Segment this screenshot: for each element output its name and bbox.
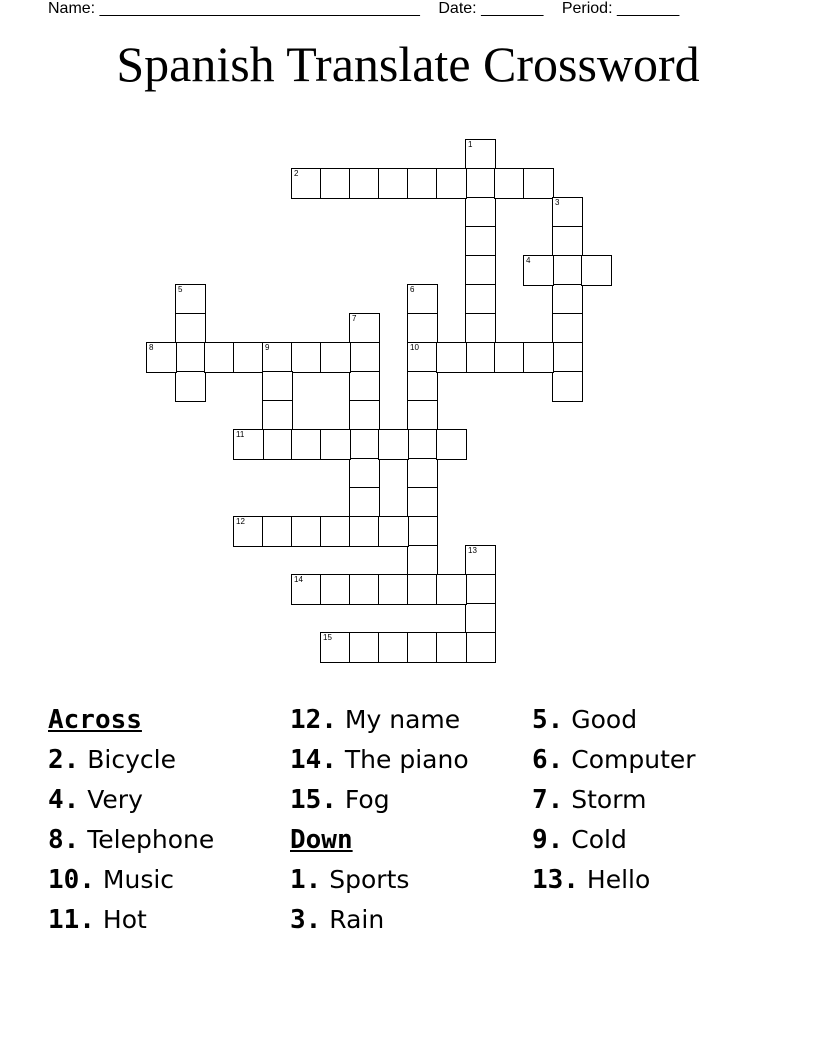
grid-cell[interactable] bbox=[465, 342, 496, 373]
grid-cell[interactable] bbox=[349, 574, 380, 605]
grid-cell[interactable] bbox=[262, 371, 293, 402]
clue-number: 12 bbox=[236, 517, 245, 526]
grid-cell[interactable] bbox=[378, 429, 409, 460]
grid-cell[interactable] bbox=[349, 400, 380, 431]
student-info-line bbox=[48, 0, 732, 18]
clue-number: 10 bbox=[410, 343, 419, 352]
clue-number: 7 bbox=[352, 314, 357, 323]
grid-cell[interactable] bbox=[262, 400, 293, 431]
clue-item bbox=[290, 860, 469, 900]
clue-number: 4 bbox=[526, 256, 531, 265]
clue-item-text: My name bbox=[336, 705, 461, 734]
clue-number: 8 bbox=[149, 343, 154, 352]
clue-number: 3 bbox=[555, 198, 560, 207]
grid-cell[interactable] bbox=[349, 516, 380, 547]
grid-cell[interactable] bbox=[552, 255, 583, 286]
clue-item bbox=[290, 780, 469, 820]
clue-item-number: 10. bbox=[48, 865, 95, 895]
grid-cell[interactable] bbox=[349, 632, 380, 663]
clue-item bbox=[532, 820, 696, 860]
clue-item bbox=[48, 780, 214, 820]
grid-cell[interactable] bbox=[378, 574, 409, 605]
grid-cell[interactable] bbox=[349, 168, 380, 199]
clue-item-number: 4. bbox=[48, 785, 80, 815]
clue-heading-across: Across bbox=[48, 705, 142, 735]
grid-cell[interactable] bbox=[436, 574, 467, 605]
name-field[interactable]: Name: ____________________________________ bbox=[48, 0, 420, 17]
grid-cell[interactable] bbox=[349, 458, 380, 489]
grid-cell[interactable] bbox=[465, 603, 496, 634]
grid-cell[interactable] bbox=[407, 400, 438, 431]
grid-cell[interactable] bbox=[378, 632, 409, 663]
grid-cell[interactable] bbox=[175, 284, 206, 315]
grid-cell[interactable] bbox=[436, 168, 467, 199]
clue-number: 13 bbox=[468, 546, 477, 555]
grid-cell[interactable] bbox=[349, 313, 380, 344]
grid-cell[interactable] bbox=[407, 313, 438, 344]
grid-cell[interactable] bbox=[407, 342, 438, 373]
grid-cell[interactable] bbox=[407, 168, 438, 199]
grid-cell[interactable] bbox=[465, 632, 496, 663]
clue-item-text: Cold bbox=[563, 825, 627, 854]
grid-cell[interactable] bbox=[233, 516, 264, 547]
clue-item bbox=[48, 740, 214, 780]
grid-cell[interactable] bbox=[523, 168, 554, 199]
grid-cell[interactable] bbox=[407, 574, 438, 605]
clue-item-text: Fog bbox=[336, 785, 390, 814]
clue-item-number: 6. bbox=[532, 745, 564, 775]
grid-cell[interactable] bbox=[407, 632, 438, 663]
grid-cell[interactable] bbox=[552, 197, 583, 228]
clue-item-text: Very bbox=[79, 785, 143, 814]
grid-cell[interactable] bbox=[349, 429, 380, 460]
grid-cell[interactable] bbox=[378, 516, 409, 547]
clue-item bbox=[290, 700, 469, 740]
clue-item-number: 15. bbox=[290, 785, 337, 815]
clue-number: 15 bbox=[323, 633, 332, 642]
clue-item-text: Storm bbox=[563, 785, 647, 814]
grid-cell[interactable] bbox=[552, 313, 583, 344]
grid-cell[interactable] bbox=[262, 516, 293, 547]
clue-item-number: 13. bbox=[532, 865, 579, 895]
grid-cell[interactable] bbox=[407, 429, 438, 460]
grid-cell[interactable] bbox=[291, 429, 322, 460]
clue-item-number: 2. bbox=[48, 745, 80, 775]
grid-cell[interactable] bbox=[523, 342, 554, 373]
clue-item-text: Bicycle bbox=[79, 745, 176, 774]
grid-cell[interactable] bbox=[320, 342, 351, 373]
grid-cell[interactable] bbox=[349, 487, 380, 518]
grid-cell[interactable] bbox=[291, 574, 322, 605]
grid-cell[interactable] bbox=[262, 342, 293, 373]
clue-heading-down: Down bbox=[290, 825, 353, 855]
grid-cell[interactable] bbox=[552, 371, 583, 402]
grid-cell[interactable] bbox=[407, 371, 438, 402]
clue-item-number: 3. bbox=[290, 905, 322, 935]
clue-item bbox=[48, 860, 214, 900]
grid-cell[interactable] bbox=[436, 342, 467, 373]
grid-cell[interactable] bbox=[465, 255, 496, 286]
clue-number: 1 bbox=[468, 140, 473, 149]
grid-cell[interactable] bbox=[320, 574, 351, 605]
grid-cell[interactable] bbox=[436, 632, 467, 663]
grid-cell[interactable] bbox=[465, 226, 496, 257]
grid-cell[interactable] bbox=[552, 284, 583, 315]
clue-item-number: 9. bbox=[532, 825, 564, 855]
grid-cell[interactable] bbox=[465, 197, 496, 228]
grid-cell[interactable] bbox=[407, 487, 438, 518]
grid-cell[interactable] bbox=[291, 168, 322, 199]
grid-cell[interactable] bbox=[175, 313, 206, 344]
clue-item-text: Hot bbox=[94, 905, 147, 934]
clue-item-text: Good bbox=[563, 705, 638, 734]
page-title: Spanish Translate Crossword bbox=[116, 36, 700, 92]
clue-column-1 bbox=[48, 700, 214, 940]
clue-item-text: Computer bbox=[563, 745, 696, 774]
clue-item-number: 12. bbox=[290, 705, 337, 735]
grid-cell[interactable] bbox=[378, 168, 409, 199]
clue-item-number: 1. bbox=[290, 865, 322, 895]
grid-cell[interactable] bbox=[320, 168, 351, 199]
grid-cell[interactable] bbox=[291, 342, 322, 373]
grid-cell[interactable] bbox=[465, 545, 496, 576]
clue-number: 2 bbox=[294, 169, 299, 178]
grid-cell[interactable] bbox=[291, 516, 322, 547]
clue-item bbox=[48, 820, 214, 860]
grid-cell[interactable] bbox=[320, 516, 351, 547]
clue-item bbox=[532, 860, 696, 900]
clue-item-text: Rain bbox=[321, 905, 385, 934]
clue-item-text: Sports bbox=[321, 865, 410, 894]
grid-cell[interactable] bbox=[494, 342, 525, 373]
grid-cell[interactable] bbox=[465, 284, 496, 315]
clue-number: 11 bbox=[236, 430, 245, 439]
clue-item-text: Telephone bbox=[79, 825, 215, 854]
clue-item-number: 11. bbox=[48, 905, 95, 935]
grid-cell[interactable] bbox=[146, 342, 177, 373]
period-field[interactable]: Period: _______ bbox=[561, 0, 680, 17]
clue-item-text: The piano bbox=[336, 745, 469, 774]
grid-cell[interactable] bbox=[262, 429, 293, 460]
date-field[interactable]: Date: _______ bbox=[438, 0, 544, 17]
grid-cell[interactable] bbox=[436, 429, 467, 460]
clue-number: 9 bbox=[265, 343, 270, 352]
clue-item bbox=[290, 740, 469, 780]
clue-item bbox=[290, 900, 469, 940]
grid-cell[interactable] bbox=[320, 632, 351, 663]
grid-cell[interactable] bbox=[407, 284, 438, 315]
grid-cell[interactable] bbox=[465, 574, 496, 605]
grid-cell[interactable] bbox=[233, 429, 264, 460]
grid-cell[interactable] bbox=[407, 545, 438, 576]
grid-cell[interactable] bbox=[552, 226, 583, 257]
clue-item-text: Music bbox=[94, 865, 175, 894]
clue-item-number: 5. bbox=[532, 705, 564, 735]
clue-column-3 bbox=[532, 700, 696, 900]
clue-number: 14 bbox=[294, 575, 303, 584]
grid-cell[interactable] bbox=[523, 255, 554, 286]
clue-item-number: 8. bbox=[48, 825, 80, 855]
clue-item bbox=[532, 780, 696, 820]
grid-cell[interactable] bbox=[465, 139, 496, 170]
grid-cell[interactable] bbox=[320, 429, 351, 460]
grid-cell[interactable] bbox=[349, 342, 380, 373]
grid-cell[interactable] bbox=[581, 255, 612, 286]
clue-number: 6 bbox=[410, 285, 415, 294]
grid-cell[interactable] bbox=[465, 168, 496, 199]
clue-number: 5 bbox=[178, 285, 183, 294]
grid-cell[interactable] bbox=[175, 371, 206, 402]
clue-item bbox=[48, 900, 214, 940]
grid-cell[interactable] bbox=[465, 313, 496, 344]
grid-cell[interactable] bbox=[175, 342, 206, 373]
grid-cell[interactable] bbox=[407, 516, 438, 547]
grid-cell[interactable] bbox=[552, 342, 583, 373]
grid-cell[interactable] bbox=[494, 168, 525, 199]
clue-item bbox=[532, 700, 696, 740]
clue-item-number: 14. bbox=[290, 745, 337, 775]
clue-item-text: Hello bbox=[578, 865, 651, 894]
grid-cell[interactable] bbox=[233, 342, 264, 373]
clue-column-2 bbox=[290, 700, 469, 940]
grid-cell[interactable] bbox=[407, 458, 438, 489]
clue-item bbox=[532, 740, 696, 780]
clue-item-number: 7. bbox=[532, 785, 564, 815]
grid-cell[interactable] bbox=[349, 371, 380, 402]
grid-cell[interactable] bbox=[204, 342, 235, 373]
